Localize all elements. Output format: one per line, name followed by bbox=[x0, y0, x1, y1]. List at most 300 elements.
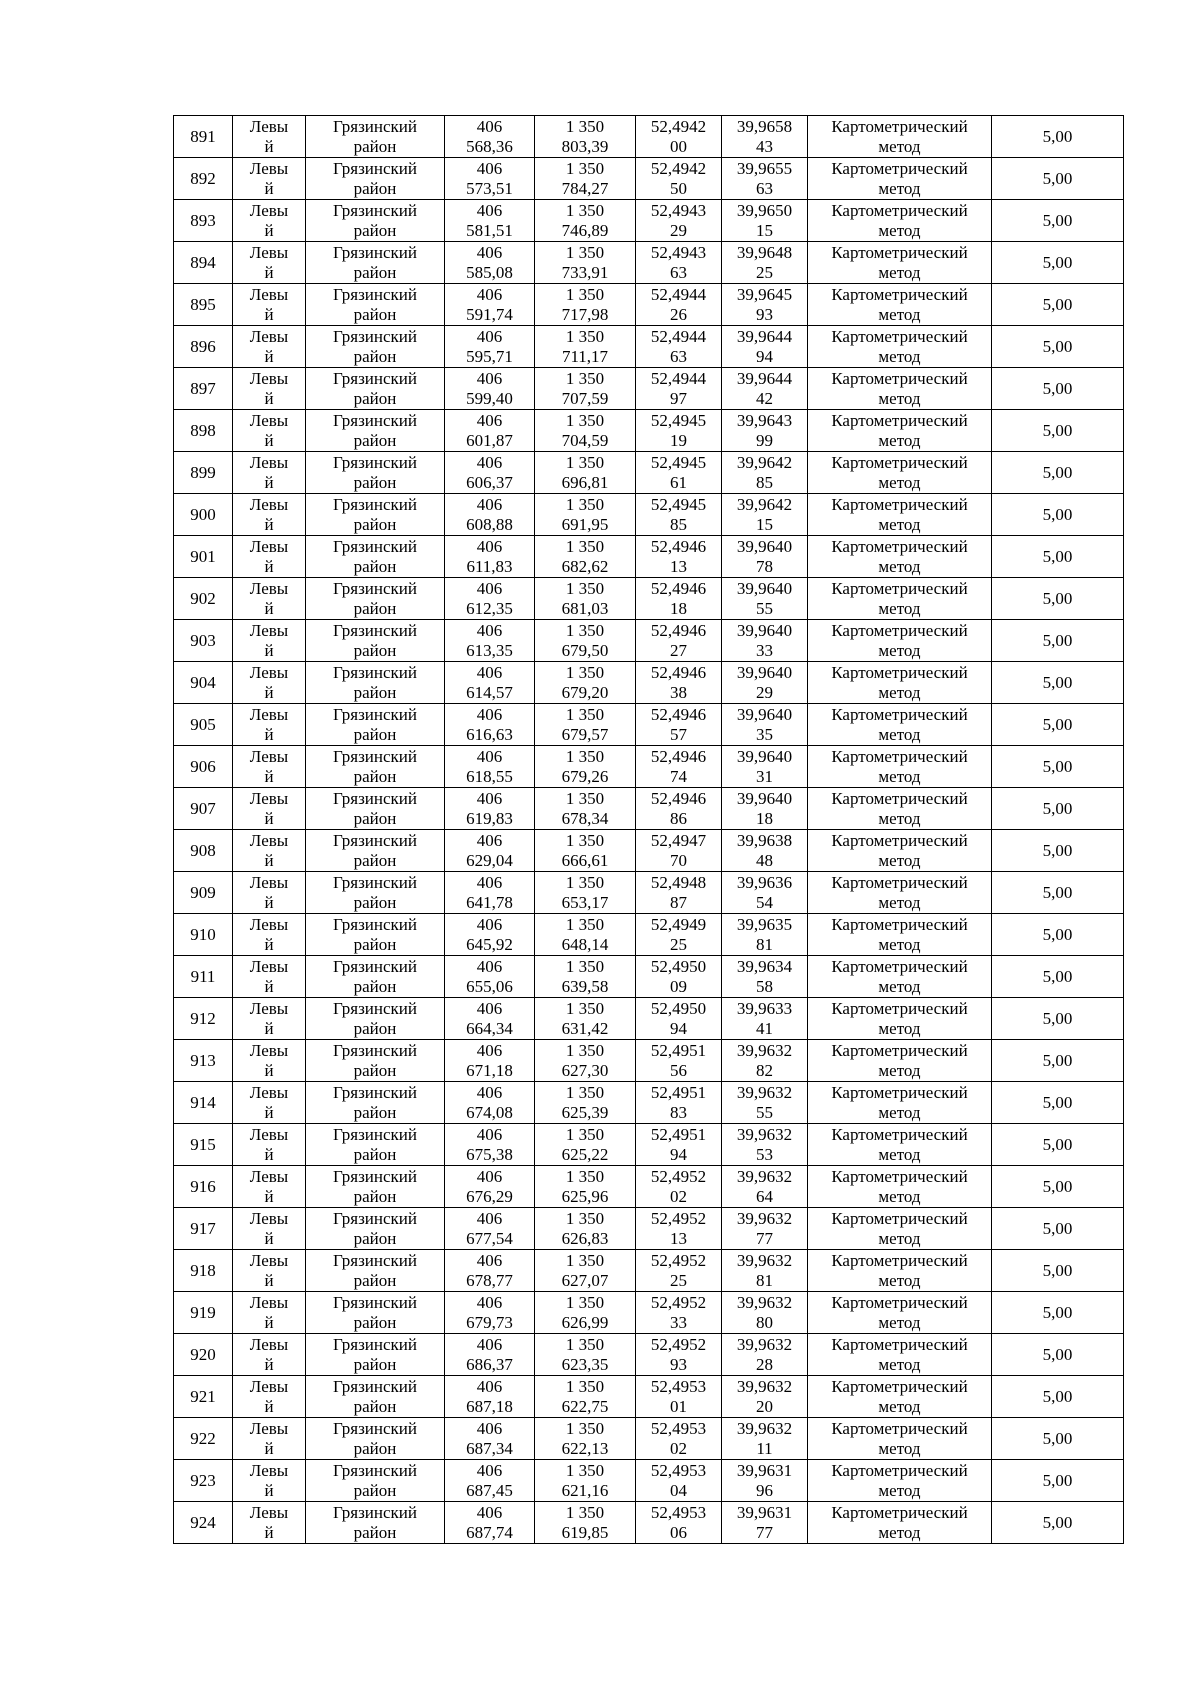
method-cell: Картометрический метод bbox=[808, 1292, 992, 1334]
y-coordinate-cell: 1 350 704,59 bbox=[535, 410, 636, 452]
latitude-cell: 52,4945 19 bbox=[636, 410, 722, 452]
table-row bbox=[174, 788, 1124, 830]
method-cell: Картометрический метод bbox=[808, 746, 992, 788]
x-coordinate-cell: 406 686,37 bbox=[445, 1334, 535, 1376]
accuracy-cell: 5,00 bbox=[992, 914, 1124, 956]
accuracy-cell: 5,00 bbox=[992, 158, 1124, 200]
accuracy-cell: 5,00 bbox=[992, 1334, 1124, 1376]
table-row bbox=[174, 1292, 1124, 1334]
table-row bbox=[174, 116, 1124, 158]
side-cell: Левы й bbox=[233, 368, 306, 410]
latitude-cell: 52,4943 29 bbox=[636, 200, 722, 242]
y-coordinate-cell: 1 350 631,42 bbox=[535, 998, 636, 1040]
accuracy-cell: 5,00 bbox=[992, 872, 1124, 914]
district-cell: Грязинский район bbox=[306, 1166, 445, 1208]
district-cell: Грязинский район bbox=[306, 1124, 445, 1166]
x-coordinate-cell: 406 616,63 bbox=[445, 704, 535, 746]
latitude-cell: 52,4944 26 bbox=[636, 284, 722, 326]
x-coordinate-cell: 406 687,34 bbox=[445, 1418, 535, 1460]
district-cell: Грязинский район bbox=[306, 368, 445, 410]
accuracy-cell: 5,00 bbox=[992, 116, 1124, 158]
side-cell: Левы й bbox=[233, 746, 306, 788]
latitude-cell: 52,4947 70 bbox=[636, 830, 722, 872]
table-row bbox=[174, 494, 1124, 536]
y-coordinate-cell: 1 350 679,26 bbox=[535, 746, 636, 788]
longitude-cell: 39,9634 58 bbox=[722, 956, 808, 998]
y-coordinate-cell: 1 350 678,34 bbox=[535, 788, 636, 830]
latitude-cell: 52,4946 18 bbox=[636, 578, 722, 620]
table-row bbox=[174, 1376, 1124, 1418]
table-row bbox=[174, 998, 1124, 1040]
accuracy-cell: 5,00 bbox=[992, 1208, 1124, 1250]
longitude-cell: 39,9640 31 bbox=[722, 746, 808, 788]
method-cell: Картометрический метод bbox=[808, 368, 992, 410]
district-cell: Грязинский район bbox=[306, 1208, 445, 1250]
latitude-cell: 52,4942 00 bbox=[636, 116, 722, 158]
table-row bbox=[174, 1334, 1124, 1376]
side-cell: Левы й bbox=[233, 1334, 306, 1376]
table-row bbox=[174, 158, 1124, 200]
y-coordinate-cell: 1 350 625,39 bbox=[535, 1082, 636, 1124]
point-number-cell: 913 bbox=[174, 1040, 233, 1082]
side-cell: Левы й bbox=[233, 1040, 306, 1082]
longitude-cell: 39,9636 54 bbox=[722, 872, 808, 914]
point-number-cell: 906 bbox=[174, 746, 233, 788]
accuracy-cell: 5,00 bbox=[992, 1502, 1124, 1544]
table-row bbox=[174, 578, 1124, 620]
y-coordinate-cell: 1 350 679,57 bbox=[535, 704, 636, 746]
district-cell: Грязинский район bbox=[306, 746, 445, 788]
x-coordinate-cell: 406 679,73 bbox=[445, 1292, 535, 1334]
y-coordinate-cell: 1 350 627,07 bbox=[535, 1250, 636, 1292]
y-coordinate-cell: 1 350 803,39 bbox=[535, 116, 636, 158]
table-row bbox=[174, 242, 1124, 284]
y-coordinate-cell: 1 350 626,99 bbox=[535, 1292, 636, 1334]
x-coordinate-cell: 406 614,57 bbox=[445, 662, 535, 704]
point-number-cell: 912 bbox=[174, 998, 233, 1040]
district-cell: Грязинский район bbox=[306, 620, 445, 662]
point-number-cell: 903 bbox=[174, 620, 233, 662]
side-cell: Левы й bbox=[233, 1292, 306, 1334]
table-row bbox=[174, 872, 1124, 914]
point-number-cell: 899 bbox=[174, 452, 233, 494]
latitude-cell: 52,4949 25 bbox=[636, 914, 722, 956]
y-coordinate-cell: 1 350 691,95 bbox=[535, 494, 636, 536]
longitude-cell: 39,9632 77 bbox=[722, 1208, 808, 1250]
point-number-cell: 920 bbox=[174, 1334, 233, 1376]
side-cell: Левы й bbox=[233, 1166, 306, 1208]
longitude-cell: 39,9643 99 bbox=[722, 410, 808, 452]
method-cell: Картометрический метод bbox=[808, 1082, 992, 1124]
method-cell: Картометрический метод bbox=[808, 914, 992, 956]
y-coordinate-cell: 1 350 623,35 bbox=[535, 1334, 636, 1376]
x-coordinate-cell: 406 613,35 bbox=[445, 620, 535, 662]
accuracy-cell: 5,00 bbox=[992, 1460, 1124, 1502]
latitude-cell: 52,4948 87 bbox=[636, 872, 722, 914]
table-row bbox=[174, 1460, 1124, 1502]
table-row bbox=[174, 620, 1124, 662]
point-number-cell: 905 bbox=[174, 704, 233, 746]
point-number-cell: 908 bbox=[174, 830, 233, 872]
x-coordinate-cell: 406 641,78 bbox=[445, 872, 535, 914]
x-coordinate-cell: 406 601,87 bbox=[445, 410, 535, 452]
district-cell: Грязинский район bbox=[306, 704, 445, 746]
x-coordinate-cell: 406 676,29 bbox=[445, 1166, 535, 1208]
latitude-cell: 52,4951 83 bbox=[636, 1082, 722, 1124]
latitude-cell: 52,4943 63 bbox=[636, 242, 722, 284]
accuracy-cell: 5,00 bbox=[992, 452, 1124, 494]
longitude-cell: 39,9658 43 bbox=[722, 116, 808, 158]
side-cell: Левы й bbox=[233, 704, 306, 746]
side-cell: Левы й bbox=[233, 1376, 306, 1418]
district-cell: Грязинский район bbox=[306, 1334, 445, 1376]
x-coordinate-cell: 406 599,40 bbox=[445, 368, 535, 410]
accuracy-cell: 5,00 bbox=[992, 704, 1124, 746]
district-cell: Грязинский район bbox=[306, 284, 445, 326]
side-cell: Левы й bbox=[233, 158, 306, 200]
table-row bbox=[174, 1418, 1124, 1460]
accuracy-cell: 5,00 bbox=[992, 998, 1124, 1040]
table-row bbox=[174, 1502, 1124, 1544]
longitude-cell: 39,9635 81 bbox=[722, 914, 808, 956]
accuracy-cell: 5,00 bbox=[992, 1166, 1124, 1208]
point-number-cell: 919 bbox=[174, 1292, 233, 1334]
table-row bbox=[174, 1082, 1124, 1124]
x-coordinate-cell: 406 573,51 bbox=[445, 158, 535, 200]
side-cell: Левы й bbox=[233, 284, 306, 326]
district-cell: Грязинский район bbox=[306, 578, 445, 620]
method-cell: Картометрический метод bbox=[808, 788, 992, 830]
longitude-cell: 39,9632 11 bbox=[722, 1418, 808, 1460]
x-coordinate-cell: 406 606,37 bbox=[445, 452, 535, 494]
method-cell: Картометрический метод bbox=[808, 452, 992, 494]
side-cell: Левы й bbox=[233, 872, 306, 914]
y-coordinate-cell: 1 350 679,20 bbox=[535, 662, 636, 704]
point-number-cell: 911 bbox=[174, 956, 233, 998]
side-cell: Левы й bbox=[233, 620, 306, 662]
longitude-cell: 39,9632 28 bbox=[722, 1334, 808, 1376]
point-number-cell: 924 bbox=[174, 1502, 233, 1544]
latitude-cell: 52,4946 27 bbox=[636, 620, 722, 662]
point-number-cell: 914 bbox=[174, 1082, 233, 1124]
point-number-cell: 917 bbox=[174, 1208, 233, 1250]
latitude-cell: 52,4952 93 bbox=[636, 1334, 722, 1376]
point-number-cell: 916 bbox=[174, 1166, 233, 1208]
latitude-cell: 52,4950 94 bbox=[636, 998, 722, 1040]
district-cell: Грязинский район bbox=[306, 452, 445, 494]
method-cell: Картометрический метод bbox=[808, 116, 992, 158]
point-number-cell: 894 bbox=[174, 242, 233, 284]
latitude-cell: 52,4951 94 bbox=[636, 1124, 722, 1166]
district-cell: Грязинский район bbox=[306, 536, 445, 578]
y-coordinate-cell: 1 350 625,96 bbox=[535, 1166, 636, 1208]
y-coordinate-cell: 1 350 622,75 bbox=[535, 1376, 636, 1418]
method-cell: Картометрический метод bbox=[808, 956, 992, 998]
table-row bbox=[174, 1250, 1124, 1292]
method-cell: Картометрический метод bbox=[808, 1418, 992, 1460]
x-coordinate-cell: 406 655,06 bbox=[445, 956, 535, 998]
x-coordinate-cell: 406 675,38 bbox=[445, 1124, 535, 1166]
district-cell: Грязинский район bbox=[306, 830, 445, 872]
latitude-cell: 52,4945 85 bbox=[636, 494, 722, 536]
longitude-cell: 39,9645 93 bbox=[722, 284, 808, 326]
longitude-cell: 39,9632 64 bbox=[722, 1166, 808, 1208]
side-cell: Левы й bbox=[233, 578, 306, 620]
district-cell: Грязинский район bbox=[306, 1418, 445, 1460]
accuracy-cell: 5,00 bbox=[992, 1082, 1124, 1124]
point-number-cell: 897 bbox=[174, 368, 233, 410]
table-row bbox=[174, 830, 1124, 872]
x-coordinate-cell: 406 619,83 bbox=[445, 788, 535, 830]
y-coordinate-cell: 1 350 696,81 bbox=[535, 452, 636, 494]
point-number-cell: 918 bbox=[174, 1250, 233, 1292]
method-cell: Картометрический метод bbox=[808, 494, 992, 536]
y-coordinate-cell: 1 350 681,03 bbox=[535, 578, 636, 620]
side-cell: Левы й bbox=[233, 1124, 306, 1166]
side-cell: Левы й bbox=[233, 116, 306, 158]
point-number-cell: 902 bbox=[174, 578, 233, 620]
table-row bbox=[174, 956, 1124, 998]
accuracy-cell: 5,00 bbox=[992, 788, 1124, 830]
y-coordinate-cell: 1 350 621,16 bbox=[535, 1460, 636, 1502]
y-coordinate-cell: 1 350 746,89 bbox=[535, 200, 636, 242]
accuracy-cell: 5,00 bbox=[992, 326, 1124, 368]
latitude-cell: 52,4952 13 bbox=[636, 1208, 722, 1250]
longitude-cell: 39,9632 55 bbox=[722, 1082, 808, 1124]
latitude-cell: 52,4952 02 bbox=[636, 1166, 722, 1208]
accuracy-cell: 5,00 bbox=[992, 410, 1124, 452]
longitude-cell: 39,9631 77 bbox=[722, 1502, 808, 1544]
district-cell: Грязинский район bbox=[306, 158, 445, 200]
method-cell: Картометрический метод bbox=[808, 242, 992, 284]
side-cell: Левы й bbox=[233, 788, 306, 830]
table-row bbox=[174, 200, 1124, 242]
longitude-cell: 39,9655 63 bbox=[722, 158, 808, 200]
x-coordinate-cell: 406 618,55 bbox=[445, 746, 535, 788]
point-number-cell: 922 bbox=[174, 1418, 233, 1460]
district-cell: Грязинский район bbox=[306, 1502, 445, 1544]
x-coordinate-cell: 406 671,18 bbox=[445, 1040, 535, 1082]
x-coordinate-cell: 406 591,74 bbox=[445, 284, 535, 326]
side-cell: Левы й bbox=[233, 242, 306, 284]
method-cell: Картометрический метод bbox=[808, 620, 992, 662]
table-row bbox=[174, 410, 1124, 452]
accuracy-cell: 5,00 bbox=[992, 368, 1124, 410]
table-row bbox=[174, 326, 1124, 368]
method-cell: Картометрический метод bbox=[808, 410, 992, 452]
latitude-cell: 52,4953 06 bbox=[636, 1502, 722, 1544]
x-coordinate-cell: 406 687,18 bbox=[445, 1376, 535, 1418]
district-cell: Грязинский район bbox=[306, 914, 445, 956]
accuracy-cell: 5,00 bbox=[992, 662, 1124, 704]
accuracy-cell: 5,00 bbox=[992, 620, 1124, 662]
table-row bbox=[174, 536, 1124, 578]
x-coordinate-cell: 406 664,34 bbox=[445, 998, 535, 1040]
point-number-cell: 907 bbox=[174, 788, 233, 830]
latitude-cell: 52,4942 50 bbox=[636, 158, 722, 200]
x-coordinate-cell: 406 629,04 bbox=[445, 830, 535, 872]
longitude-cell: 39,9632 80 bbox=[722, 1292, 808, 1334]
longitude-cell: 39,9632 53 bbox=[722, 1124, 808, 1166]
table-row bbox=[174, 284, 1124, 326]
side-cell: Левы й bbox=[233, 200, 306, 242]
latitude-cell: 52,4944 63 bbox=[636, 326, 722, 368]
district-cell: Грязинский район bbox=[306, 956, 445, 998]
method-cell: Картометрический метод bbox=[808, 158, 992, 200]
x-coordinate-cell: 406 687,74 bbox=[445, 1502, 535, 1544]
table-row bbox=[174, 914, 1124, 956]
x-coordinate-cell: 406 581,51 bbox=[445, 200, 535, 242]
accuracy-cell: 5,00 bbox=[992, 1040, 1124, 1082]
y-coordinate-cell: 1 350 784,27 bbox=[535, 158, 636, 200]
method-cell: Картометрический метод bbox=[808, 1166, 992, 1208]
side-cell: Левы й bbox=[233, 1418, 306, 1460]
longitude-cell: 39,9640 55 bbox=[722, 578, 808, 620]
table-body bbox=[174, 116, 1124, 1544]
x-coordinate-cell: 406 585,08 bbox=[445, 242, 535, 284]
point-number-cell: 910 bbox=[174, 914, 233, 956]
x-coordinate-cell: 406 595,71 bbox=[445, 326, 535, 368]
method-cell: Картометрический метод bbox=[808, 1460, 992, 1502]
longitude-cell: 39,9644 94 bbox=[722, 326, 808, 368]
side-cell: Левы й bbox=[233, 1208, 306, 1250]
accuracy-cell: 5,00 bbox=[992, 1292, 1124, 1334]
district-cell: Грязинский район bbox=[306, 1460, 445, 1502]
method-cell: Картометрический метод bbox=[808, 284, 992, 326]
side-cell: Левы й bbox=[233, 410, 306, 452]
latitude-cell: 52,4944 97 bbox=[636, 368, 722, 410]
y-coordinate-cell: 1 350 682,62 bbox=[535, 536, 636, 578]
side-cell: Левы й bbox=[233, 1460, 306, 1502]
method-cell: Картометрический метод bbox=[808, 1334, 992, 1376]
accuracy-cell: 5,00 bbox=[992, 1124, 1124, 1166]
x-coordinate-cell: 406 608,88 bbox=[445, 494, 535, 536]
district-cell: Грязинский район bbox=[306, 872, 445, 914]
longitude-cell: 39,9633 41 bbox=[722, 998, 808, 1040]
side-cell: Левы й bbox=[233, 830, 306, 872]
table-row bbox=[174, 452, 1124, 494]
x-coordinate-cell: 406 687,45 bbox=[445, 1460, 535, 1502]
y-coordinate-cell: 1 350 627,30 bbox=[535, 1040, 636, 1082]
point-number-cell: 898 bbox=[174, 410, 233, 452]
latitude-cell: 52,4952 25 bbox=[636, 1250, 722, 1292]
table-row bbox=[174, 1040, 1124, 1082]
district-cell: Грязинский район bbox=[306, 662, 445, 704]
y-coordinate-cell: 1 350 626,83 bbox=[535, 1208, 636, 1250]
latitude-cell: 52,4951 56 bbox=[636, 1040, 722, 1082]
point-number-cell: 893 bbox=[174, 200, 233, 242]
side-cell: Левы й bbox=[233, 1502, 306, 1544]
table-row bbox=[174, 704, 1124, 746]
method-cell: Картометрический метод bbox=[808, 1250, 992, 1292]
method-cell: Картометрический метод bbox=[808, 1376, 992, 1418]
y-coordinate-cell: 1 350 639,58 bbox=[535, 956, 636, 998]
accuracy-cell: 5,00 bbox=[992, 956, 1124, 998]
side-cell: Левы й bbox=[233, 1250, 306, 1292]
longitude-cell: 39,9632 20 bbox=[722, 1376, 808, 1418]
table-row bbox=[174, 368, 1124, 410]
longitude-cell: 39,9640 18 bbox=[722, 788, 808, 830]
y-coordinate-cell: 1 350 625,22 bbox=[535, 1124, 636, 1166]
latitude-cell: 52,4946 57 bbox=[636, 704, 722, 746]
method-cell: Картометрический метод bbox=[808, 1502, 992, 1544]
x-coordinate-cell: 406 678,77 bbox=[445, 1250, 535, 1292]
y-coordinate-cell: 1 350 707,59 bbox=[535, 368, 636, 410]
longitude-cell: 39,9642 85 bbox=[722, 452, 808, 494]
point-number-cell: 900 bbox=[174, 494, 233, 536]
district-cell: Грязинский район bbox=[306, 1250, 445, 1292]
district-cell: Грязинский район bbox=[306, 200, 445, 242]
longitude-cell: 39,9640 35 bbox=[722, 704, 808, 746]
point-number-cell: 891 bbox=[174, 116, 233, 158]
latitude-cell: 52,4946 13 bbox=[636, 536, 722, 578]
point-number-cell: 909 bbox=[174, 872, 233, 914]
x-coordinate-cell: 406 568,36 bbox=[445, 116, 535, 158]
point-number-cell: 895 bbox=[174, 284, 233, 326]
x-coordinate-cell: 406 674,08 bbox=[445, 1082, 535, 1124]
district-cell: Грязинский район bbox=[306, 1292, 445, 1334]
accuracy-cell: 5,00 bbox=[992, 536, 1124, 578]
longitude-cell: 39,9640 29 bbox=[722, 662, 808, 704]
side-cell: Левы й bbox=[233, 536, 306, 578]
table-row bbox=[174, 746, 1124, 788]
district-cell: Грязинский район bbox=[306, 1082, 445, 1124]
table-row bbox=[174, 1208, 1124, 1250]
point-number-cell: 896 bbox=[174, 326, 233, 368]
y-coordinate-cell: 1 350 653,17 bbox=[535, 872, 636, 914]
table-row bbox=[174, 1166, 1124, 1208]
district-cell: Грязинский район bbox=[306, 494, 445, 536]
method-cell: Картометрический метод bbox=[808, 578, 992, 620]
latitude-cell: 52,4953 04 bbox=[636, 1460, 722, 1502]
y-coordinate-cell: 1 350 622,13 bbox=[535, 1418, 636, 1460]
side-cell: Левы й bbox=[233, 1082, 306, 1124]
accuracy-cell: 5,00 bbox=[992, 494, 1124, 536]
district-cell: Грязинский район bbox=[306, 1040, 445, 1082]
side-cell: Левы й bbox=[233, 494, 306, 536]
side-cell: Левы й bbox=[233, 452, 306, 494]
latitude-cell: 52,4952 33 bbox=[636, 1292, 722, 1334]
point-number-cell: 892 bbox=[174, 158, 233, 200]
method-cell: Картометрический метод bbox=[808, 1040, 992, 1082]
point-number-cell: 901 bbox=[174, 536, 233, 578]
latitude-cell: 52,4945 61 bbox=[636, 452, 722, 494]
point-number-cell: 923 bbox=[174, 1460, 233, 1502]
coordinates-table bbox=[173, 115, 1124, 1544]
method-cell: Картометрический метод bbox=[808, 998, 992, 1040]
accuracy-cell: 5,00 bbox=[992, 578, 1124, 620]
x-coordinate-cell: 406 611,83 bbox=[445, 536, 535, 578]
longitude-cell: 39,9644 42 bbox=[722, 368, 808, 410]
accuracy-cell: 5,00 bbox=[992, 830, 1124, 872]
method-cell: Картометрический метод bbox=[808, 326, 992, 368]
longitude-cell: 39,9632 82 bbox=[722, 1040, 808, 1082]
district-cell: Грязинский район bbox=[306, 1376, 445, 1418]
longitude-cell: 39,9640 78 bbox=[722, 536, 808, 578]
x-coordinate-cell: 406 677,54 bbox=[445, 1208, 535, 1250]
longitude-cell: 39,9642 15 bbox=[722, 494, 808, 536]
y-coordinate-cell: 1 350 711,17 bbox=[535, 326, 636, 368]
method-cell: Картометрический метод bbox=[808, 704, 992, 746]
accuracy-cell: 5,00 bbox=[992, 200, 1124, 242]
side-cell: Левы й bbox=[233, 914, 306, 956]
table-row bbox=[174, 1124, 1124, 1166]
district-cell: Грязинский район bbox=[306, 242, 445, 284]
side-cell: Левы й bbox=[233, 326, 306, 368]
latitude-cell: 52,4953 02 bbox=[636, 1418, 722, 1460]
y-coordinate-cell: 1 350 666,61 bbox=[535, 830, 636, 872]
x-coordinate-cell: 406 612,35 bbox=[445, 578, 535, 620]
